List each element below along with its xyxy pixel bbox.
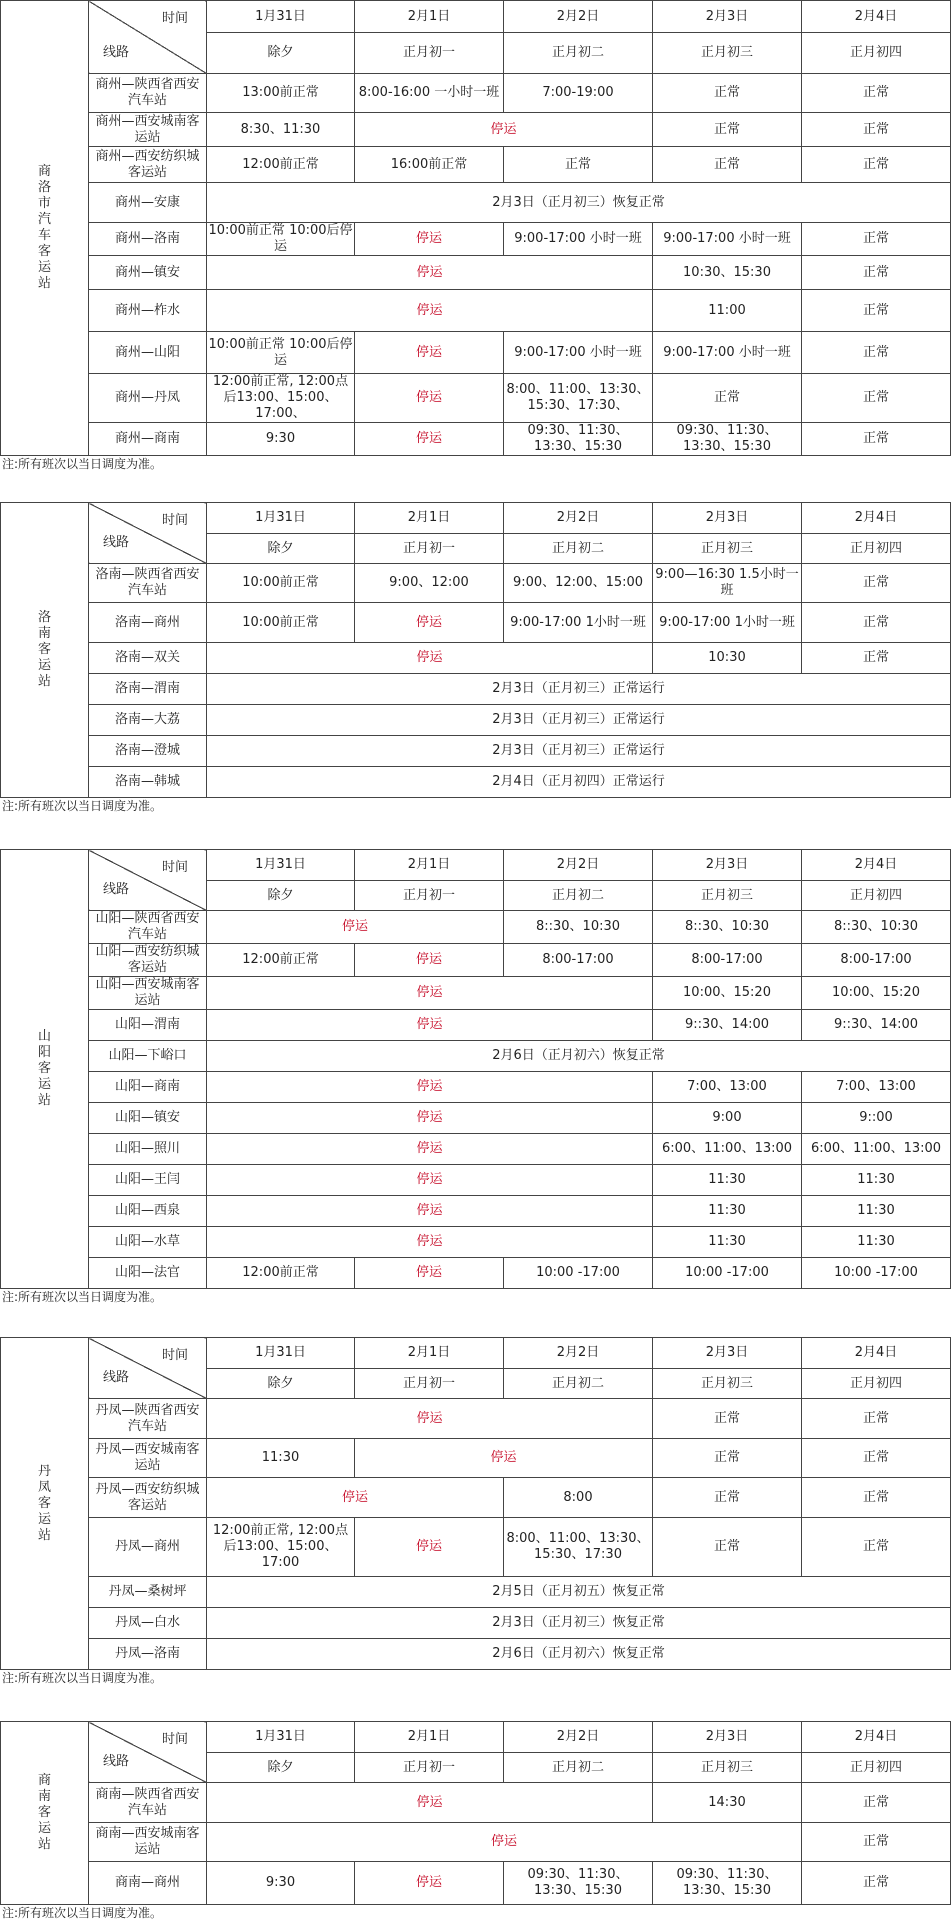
status-suspended: 停运: [207, 643, 653, 674]
route-name: 洛南—韩城: [89, 767, 207, 798]
schedule-cell: 12:00前正常: [207, 1258, 355, 1289]
schedule-table: [0, 0, 951, 456]
header-day: 正月初一: [355, 534, 504, 564]
schedule-cell: 10:00、15:20: [653, 977, 802, 1010]
schedule-cell: 2月3日（正月初三）恢复正常: [207, 183, 951, 223]
header-day: 正月初二: [504, 1369, 653, 1399]
header-date: 2月1日: [355, 1338, 504, 1369]
schedule-cell: 正常: [802, 1862, 951, 1905]
schedule-cell: 2月4日（正月初四）正常运行: [207, 767, 951, 798]
header-day: 正月初二: [504, 881, 653, 911]
route-name: 商州—山阳: [89, 332, 207, 374]
header-date: 1月31日: [207, 1722, 355, 1753]
schedule-cell: 09:30、11:30、13:30、15:30: [653, 1862, 802, 1905]
header-date: 2月3日: [653, 850, 802, 881]
header-day: 正月初二: [504, 1753, 653, 1783]
schedule-cell: 8::30、10:30: [653, 911, 802, 944]
header-route-time: [89, 503, 207, 564]
table-row: [1, 603, 951, 643]
header-day: 除夕: [207, 534, 355, 564]
header-day: 正月初一: [355, 1753, 504, 1783]
status-suspended: 停运: [355, 1258, 504, 1289]
header-day: 正月初一: [355, 1369, 504, 1399]
route-name: 山阳—渭南: [89, 1010, 207, 1041]
schedule-cell: 12:00前正常: [207, 147, 355, 183]
header-date: 2月3日: [653, 1338, 802, 1369]
table-row: [1, 643, 951, 674]
schedule-cell: 2月5日（正月初五）恢复正常: [207, 1577, 951, 1608]
schedule-cell: 10:30: [653, 643, 802, 674]
schedule-cell: 16:00前正常: [355, 147, 504, 183]
route-name: 商州—陕西省西安汽车站: [89, 74, 207, 113]
status-suspended: 停运: [355, 374, 504, 423]
table-row: [1, 1103, 951, 1134]
schedule-cell: 09:30、11:30、13:30、15:30: [504, 1862, 653, 1905]
header-day: 正月初三: [653, 881, 802, 911]
route-name: 山阳—镇安: [89, 1103, 207, 1134]
schedule-cell: 11:30: [802, 1227, 951, 1258]
header-date: 2月2日: [504, 1722, 653, 1753]
header-date: 2月2日: [504, 1338, 653, 1369]
table-row: [1, 147, 951, 183]
route-name: 商州—商南: [89, 423, 207, 456]
route-name: 丹凤—西安城南客运站: [89, 1439, 207, 1478]
schedule-cell: 9:30: [207, 423, 355, 456]
header-row-dates: [1, 503, 951, 534]
schedule-cell: 正常: [653, 1439, 802, 1478]
schedule-cell: 6:00、11:00、13:00: [802, 1134, 951, 1165]
schedule-cell: 9::30、14:00: [802, 1010, 951, 1041]
header-date: 2月2日: [504, 850, 653, 881]
route-name: 山阳—下峪口: [89, 1041, 207, 1072]
table-row: [1, 113, 951, 147]
schedule-cell: 10:00前正常 10:00后停运: [207, 332, 355, 374]
status-suspended: 停运: [207, 1134, 653, 1165]
header-date: 2月3日: [653, 1722, 802, 1753]
schedule-cell: 11:30: [802, 1165, 951, 1196]
route-name: 山阳—商南: [89, 1072, 207, 1103]
header-day: 正月初三: [653, 1369, 802, 1399]
schedule-cell: 正常: [802, 332, 951, 374]
station-name-text: 商 洛 市 汽 车 客 运 站: [37, 164, 51, 291]
station-block: [0, 1337, 952, 1686]
station-block: [0, 849, 952, 1305]
header-date: 1月31日: [207, 503, 355, 534]
header-date: 2月3日: [653, 503, 802, 534]
schedule-cell: 11:30: [653, 1196, 802, 1227]
schedule-cell: 8:00、11:00、13:30、15:30、17:30: [504, 1518, 653, 1577]
header-route-label: 线路: [103, 45, 130, 60]
schedule-cell: 10:30、15:30: [653, 256, 802, 290]
schedule-cell: 正常: [802, 113, 951, 147]
schedule-cell: 正常: [653, 147, 802, 183]
header-date: 1月31日: [207, 1338, 355, 1369]
header-row-dates: [1, 1, 951, 33]
header-day: 正月初三: [653, 1753, 802, 1783]
schedule-cell: 正常: [802, 223, 951, 256]
schedule-table: [0, 1721, 951, 1905]
header-date: 1月31日: [207, 1, 355, 33]
header-date: 2月4日: [802, 850, 951, 881]
schedule-cell: 12:00前正常: [207, 944, 355, 977]
table-row: [1, 183, 951, 223]
table-row: [1, 1478, 951, 1518]
header-time-label: 时间: [161, 860, 188, 875]
status-suspended: 停运: [207, 1103, 653, 1134]
header-date: 2月1日: [355, 1, 504, 33]
footnote: 注:所有班次以当日调度为准。: [2, 799, 163, 813]
route-name: 丹凤—白水: [89, 1608, 207, 1639]
schedule-cell: 9:00-17:00 小时一班: [504, 223, 653, 256]
schedule-cell: 9:00-17:00 小时一班: [653, 223, 802, 256]
schedule-cell: 8:00-17:00: [504, 944, 653, 977]
station-name: [1, 850, 89, 1289]
table-row: [1, 1196, 951, 1227]
status-suspended: 停运: [207, 1072, 653, 1103]
header-row-dates: [1, 1722, 951, 1753]
station-name-text: 丹 凤 客 运 站: [37, 1463, 51, 1543]
schedule-cell: 14:30: [653, 1783, 802, 1823]
header-date: 2月4日: [802, 1722, 951, 1753]
table-row: [1, 1577, 951, 1608]
header-day: 正月初四: [802, 534, 951, 564]
route-name: 丹凤—西安纺织城客运站: [89, 1478, 207, 1518]
schedule-cell: 12:00前正常, 12:00点后13:00、15:00、17:00、: [207, 374, 355, 423]
table-row: [1, 1823, 951, 1862]
table-row: [1, 1518, 951, 1577]
route-name: 商州—洛南: [89, 223, 207, 256]
station-name: [1, 1722, 89, 1905]
table-row: [1, 74, 951, 113]
status-suspended: 停运: [355, 332, 504, 374]
route-name: 山阳—王闫: [89, 1165, 207, 1196]
schedule-cell: 10:00前正常 10:00后停运: [208, 223, 353, 254]
route-name: 丹凤—陕西省西安汽车站: [89, 1399, 207, 1439]
status-suspended: 停运: [207, 1399, 653, 1439]
schedule-cell: 正常: [653, 1399, 802, 1439]
schedule-cell: 8::30、10:30: [504, 911, 653, 944]
route-name: 商州—柞水: [89, 290, 207, 332]
status-suspended: 停运: [355, 223, 504, 256]
schedule-cell: 6:00、11:00、13:00: [653, 1134, 802, 1165]
station-block: [0, 502, 952, 814]
header-date: 2月2日: [504, 1, 653, 33]
route-name: 商南—商州: [89, 1862, 207, 1905]
header-route-label: 线路: [103, 882, 130, 897]
header-row-dates: [1, 850, 951, 881]
table-row: [1, 977, 951, 1010]
schedule-cell: 2月6日（正月初六）恢复正常: [207, 1639, 951, 1670]
header-date: 2月4日: [802, 503, 951, 534]
route-name: 商南—陕西省西安汽车站: [89, 1783, 207, 1823]
status-suspended: 停运: [207, 1196, 653, 1227]
schedule-cell: 9:00—16:30 1.5小时一班: [653, 564, 802, 603]
schedule-cell: 9:00-17:00 小时一班: [653, 332, 802, 374]
schedule-cell: 09:30、11:30、13:30、15:30: [653, 423, 802, 456]
status-suspended: 停运: [207, 290, 653, 332]
header-route-label: 线路: [103, 535, 130, 550]
schedule-cell: 13:00前正常: [207, 74, 355, 113]
table-row: [1, 1608, 951, 1639]
status-suspended: 停运: [207, 1478, 504, 1518]
schedule-cell: 2月3日（正月初三）正常运行: [207, 736, 951, 767]
schedule-cell: 8:00、11:00、13:30、15:30、17:30、: [504, 374, 653, 423]
footnote: 注:所有班次以当日调度为准。: [2, 1906, 163, 1920]
table-row: [1, 1862, 951, 1905]
route-name: 丹凤—桑树坪: [89, 1577, 207, 1608]
schedule-cell: 9::30、14:00: [653, 1010, 802, 1041]
route-name: 山阳—法官: [89, 1258, 207, 1289]
table-row: [1, 1041, 951, 1072]
header-route-time: [89, 1722, 207, 1783]
table-row: [1, 767, 951, 798]
route-name: 商州—西安纺织城客运站: [89, 147, 207, 183]
schedule-cell: 正常: [802, 1399, 951, 1439]
route-name: 洛南—双关: [89, 643, 207, 674]
table-row: [1, 1399, 951, 1439]
schedule-cell: 正常: [802, 643, 951, 674]
schedule-cell: 11:30: [207, 1439, 355, 1478]
schedule-cell: 10:00 -17:00: [653, 1258, 802, 1289]
station-name-text: 商 南 客 运 站: [37, 1773, 51, 1852]
schedule-cell: 7:00-19:00: [504, 74, 653, 113]
status-suspended: 停运: [207, 1823, 802, 1862]
schedule-cell: 8:00-17:00: [653, 944, 802, 977]
table-row: [1, 1072, 951, 1103]
route-name: 商州—西安城南客运站: [89, 113, 207, 147]
table-row: [1, 1134, 951, 1165]
route-name: 商南—西安城南客运站: [89, 1823, 207, 1862]
schedule-cell: 10:00 -17:00: [802, 1258, 951, 1289]
route-name: 洛南—陕西省西安汽车站: [89, 564, 207, 603]
schedule-cell: 10:00、15:20: [802, 977, 951, 1010]
header-date: 2月1日: [355, 503, 504, 534]
header-date: 2月1日: [355, 850, 504, 881]
schedule-cell: 正常: [802, 1518, 951, 1577]
header-time-label: 时间: [161, 11, 188, 26]
schedule-cell: 9:30: [207, 1862, 355, 1905]
schedule-cell: 正常: [802, 374, 951, 423]
schedule-cell: 正常: [802, 1783, 951, 1823]
table-row: [1, 223, 951, 256]
status-suspended: 停运: [355, 944, 504, 977]
header-date: 2月2日: [504, 503, 653, 534]
schedule-cell: 9:00-17:00 小时一班: [504, 332, 653, 374]
header-route-time: [89, 1338, 207, 1399]
header-date: 2月1日: [355, 1722, 504, 1753]
header-row-dates: [1, 1338, 951, 1369]
header-route-time: [89, 850, 207, 911]
route-name: 洛南—澄城: [89, 736, 207, 767]
header-day: 正月初二: [504, 534, 653, 564]
station-name: [1, 1, 89, 456]
schedule-table: [0, 1337, 951, 1670]
schedule-cell: 7:00、13:00: [653, 1072, 802, 1103]
table-row: [1, 1258, 951, 1289]
table-row: [1, 674, 951, 705]
schedule-cell: 09:30、11:30、13:30、15:30: [504, 423, 653, 456]
footnote: 注:所有班次以当日调度为准。: [2, 1671, 163, 1685]
schedule-cell: 11:00: [653, 290, 802, 332]
schedule-cell: 9:00、12:00: [355, 564, 504, 603]
schedule-cell: 7:00、13:00: [802, 1072, 951, 1103]
schedule-cell: 正常: [653, 1478, 802, 1518]
route-name: 洛南—渭南: [89, 674, 207, 705]
schedule-cell: 8:00-17:00: [802, 944, 951, 977]
schedule-cell: 10:00 -17:00: [504, 1258, 653, 1289]
station-block: [0, 1721, 952, 1921]
status-suspended: 停运: [355, 113, 653, 147]
table-row: [1, 736, 951, 767]
schedule-cell: 9:00: [653, 1103, 802, 1134]
station-name-text: 山 阳 客 运 站: [37, 1029, 51, 1108]
header-day: 除夕: [207, 881, 355, 911]
status-suspended: 停运: [207, 1010, 653, 1041]
table-row: [1, 1639, 951, 1670]
schedule-cell: 9:00-17:00 1小时一班: [504, 603, 653, 643]
status-suspended: 停运: [207, 1165, 653, 1196]
route-name: 商州—镇安: [89, 256, 207, 290]
schedule-cell: 8:00-16:00 一小时一班: [355, 74, 504, 113]
table-row: [1, 290, 951, 332]
table-row: [1, 705, 951, 736]
schedule-cell: 正常: [653, 374, 802, 423]
schedule-cell: 2月3日（正月初三）正常运行: [207, 705, 951, 736]
status-suspended: 停运: [355, 1518, 504, 1577]
header-day: 正月初四: [802, 881, 951, 911]
schedule-cell: 正常: [802, 1478, 951, 1518]
status-suspended: 停运: [207, 977, 653, 1010]
route-name: 山阳—西安纺织城客运站: [89, 944, 207, 977]
status-suspended: 停运: [207, 256, 653, 290]
route-name: 山阳—水草: [89, 1227, 207, 1258]
schedule-cell: 正常: [653, 1518, 802, 1577]
route-name: 山阳—照川: [89, 1134, 207, 1165]
status-suspended: 停运: [355, 423, 504, 456]
route-name: 丹凤—洛南: [89, 1639, 207, 1670]
route-name: 商州—丹凤: [89, 374, 207, 423]
schedule-cell: 10:00前正常: [207, 603, 355, 643]
route-name: 洛南—大荔: [89, 705, 207, 736]
schedule-cell: 11:30: [802, 1196, 951, 1227]
table-row: [1, 256, 951, 290]
schedule-cell: 正常: [802, 423, 951, 456]
station-name: [1, 1338, 89, 1670]
header-day: 除夕: [207, 1753, 355, 1783]
header-day: 正月初一: [355, 881, 504, 911]
header-day: 正月初三: [653, 33, 802, 74]
header-day: 正月初四: [802, 1369, 951, 1399]
header-time-label: 时间: [161, 513, 188, 528]
schedule-cell: 8:30、11:30: [207, 113, 355, 147]
header-day: 正月初一: [355, 33, 504, 74]
route-name: 山阳—陕西省西安汽车站: [89, 911, 207, 944]
table-row: [1, 564, 951, 603]
schedule-cell: 10:00前正常: [207, 564, 355, 603]
table-row: [1, 423, 951, 456]
header-day: 除夕: [207, 1369, 355, 1399]
schedule-cell: 正常: [504, 147, 653, 183]
schedule-cell: 正常: [802, 290, 951, 332]
route-name: 丹凤—商州: [89, 1518, 207, 1577]
schedule-table: [0, 502, 951, 798]
schedule-cell: 9::00: [802, 1103, 951, 1134]
table-row: [1, 1227, 951, 1258]
header-date: 2月3日: [653, 1, 802, 33]
footnote: 注:所有班次以当日调度为准。: [2, 457, 163, 471]
schedule-cell: 正常: [653, 74, 802, 113]
schedule-cell: 8:00: [504, 1478, 653, 1518]
status-suspended: 停运: [355, 603, 504, 643]
header-date: 1月31日: [207, 850, 355, 881]
schedule-cell: 11:30: [653, 1227, 802, 1258]
status-suspended: 停运: [355, 1862, 504, 1905]
schedule-cell: 正常: [653, 113, 802, 147]
header-day: 正月初三: [653, 534, 802, 564]
schedule-cell: 正常: [802, 1439, 951, 1478]
footnote: 注:所有班次以当日调度为准。: [2, 1290, 163, 1304]
header-route-label: 线路: [103, 1370, 130, 1385]
station-block: [0, 0, 952, 472]
header-day: 正月初二: [504, 33, 653, 74]
header-day: 正月初四: [802, 33, 951, 74]
schedule-cell: 正常: [802, 564, 951, 603]
schedule-cell: 正常: [802, 1823, 951, 1862]
status-suspended: 停运: [207, 1227, 653, 1258]
header-time-label: 时间: [161, 1348, 188, 1363]
schedule-cell: 正常: [802, 147, 951, 183]
table-row: [1, 1783, 951, 1823]
schedule-cell: 正常: [802, 74, 951, 113]
table-row: [1, 944, 951, 977]
schedule-cell: 2月3日（正月初三）恢复正常: [207, 1608, 951, 1639]
header-date: 2月4日: [802, 1, 951, 33]
route-name: 商州—安康: [89, 183, 207, 223]
table-row: [1, 332, 951, 374]
table-row: [1, 1439, 951, 1478]
schedule-cell: 9:00-17:00 1小时一班: [653, 603, 802, 643]
schedule-cell: 2月6日（正月初六）恢复正常: [207, 1041, 951, 1072]
table-row: [1, 1010, 951, 1041]
table-row: [1, 374, 951, 423]
header-day: 除夕: [207, 33, 355, 74]
schedule-cell: 正常: [802, 256, 951, 290]
station-name: [1, 503, 89, 798]
schedule-cell: 11:30: [653, 1165, 802, 1196]
route-name: 山阳—西泉: [89, 1196, 207, 1227]
schedule-table: [0, 849, 951, 1289]
station-name-text: 洛 南 客 运 站: [37, 610, 51, 689]
header-route-label: 线路: [103, 1754, 130, 1769]
header-time-label: 时间: [161, 1732, 188, 1747]
schedule-cell: 12:00前正常, 12:00点后13:00、15:00、17:00: [207, 1518, 355, 1577]
table-row: [1, 1165, 951, 1196]
status-suspended: 停运: [355, 1439, 653, 1478]
header-date: 2月4日: [802, 1338, 951, 1369]
schedule-cell: 2月3日（正月初三）正常运行: [207, 674, 951, 705]
schedule-cell: 正常: [802, 603, 951, 643]
table-row: [1, 911, 951, 944]
header-day: 正月初四: [802, 1753, 951, 1783]
status-suspended: 停运: [207, 1783, 653, 1823]
route-name: 洛南—商州: [89, 603, 207, 643]
route-name: 山阳—西安城南客运站: [89, 977, 207, 1010]
header-route-time: [89, 1, 207, 74]
status-suspended: 停运: [207, 911, 504, 944]
schedule-cell: 9:00、12:00、15:00: [504, 564, 653, 603]
schedule-cell: 8::30、10:30: [802, 911, 951, 944]
